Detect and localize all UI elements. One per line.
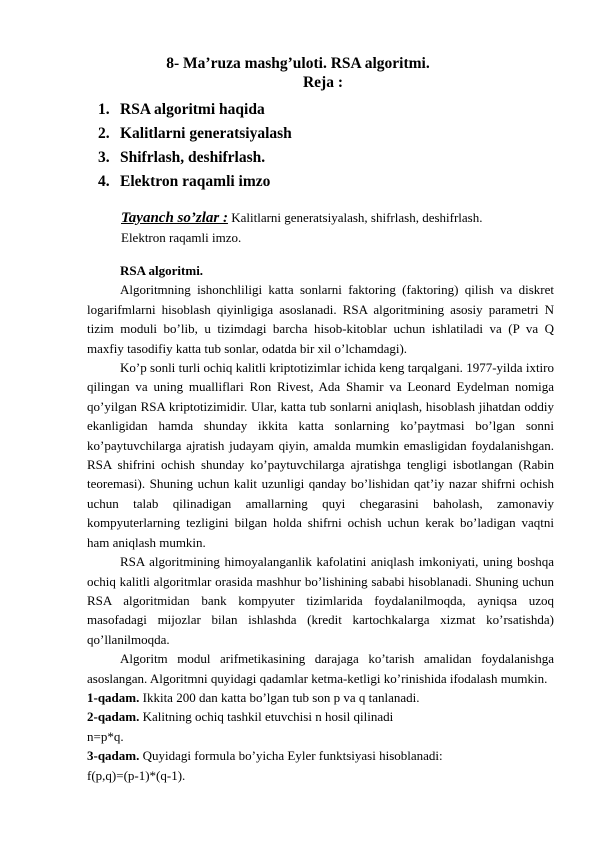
plan-item	[98, 170, 292, 194]
step-text: Ikkita 200 dan katta bo’lgan tub son p va q tanlanadi.	[139, 689, 420, 705]
step-label: 2-qadam.	[87, 709, 140, 725]
section-heading: RSA algoritmi.	[120, 263, 204, 278]
plan-item-text: Shifrlash, deshifrlash.	[120, 149, 266, 166]
step-label: 1-qadam.	[87, 689, 140, 705]
formula-text: f(p,q)=(p-1)*(q-1).	[87, 767, 186, 783]
keywords-text: Kalitlarni generatsiyalash, shifrlash, deshifrlash. Elektron raqamli imzo.	[121, 210, 483, 245]
keywords-block	[121, 208, 521, 247]
step-text: Kalitning ochiq tashkil etuvchisi n hosil qilinadi	[139, 709, 394, 725]
plan-item-text: Kalitlarni generatsiyalash	[120, 125, 292, 142]
step-line	[87, 746, 554, 765]
plan-item-number: 3.	[98, 149, 110, 166]
formula-text: n=p*q.	[87, 728, 124, 744]
paragraph: Ko’p sonli turli ochiq kalitli kriptotizimlar ichida keng tarqalgani. 1977-yilda ixtiro qilingan va uning mualliflari Ron Rivest, Ada Shamir va Leonard Eydelman nomiga qo’yilgan RSA kriptotizimidir. Ular, katta tub sonlarni aniqlash, hisoblash jihatdan oddiy ekanligidan hamda shunday ikkita katta sonlarning ko’paytmasi bo’lgan sonni ko’paytuvchilarga ajratish judayam qiyin, amalda mumkin emasligidan foydalanishgan. RSA shifrini ochish shunday ko’paytuvchilarga ajratishga tengligi isbotlangan (Rabin teoremasi). Shuning uchun kalit uzunligi qanday bo’lishidan qat’iy nazar shifrni ochish uchun talab qilinadigan amallarning quyi chegarasini baholash, zamonaviy kompyuterlarning tezligini bilgan holda shifrni ochish uchun kerak bo’ladigan vaqtni ham aniqlash mumkin.	[87, 360, 554, 550]
plan-heading: Reja :	[302, 74, 344, 91]
step-label: 3-qadam.	[87, 748, 140, 764]
plan-list	[98, 98, 292, 194]
formula-line	[87, 727, 554, 746]
step-line	[87, 688, 554, 707]
lecture-body	[87, 261, 554, 785]
step-text: Quyidagi formula bo’yicha Eyler funktsiyasi hisoblanadi:	[139, 748, 443, 764]
plan-item-number: 2.	[98, 125, 110, 142]
lecture-title: 8- Ma’ruza mashg’uloti. RSA algoritmi.	[166, 55, 430, 72]
plan-item-number: 1.	[98, 101, 110, 118]
plan-item-text: RSA algoritmi haqida	[120, 101, 265, 118]
plan-item-text: Elektron raqamli imzo	[120, 173, 271, 190]
paragraph: Algoritmning ishonchliligi katta sonlarni faktoring (faktoring) qilish va diskret logarifmlarni hisoblash qiyinligiga asoslanadi. RSA algoritmining asosiy parametri N tizim moduli bo’lib, u tizimdagi barcha hisob-kitoblar uchun ishlatiladi va (P va Q maxfiy tasodifiy katta tub sonlar, odatda bir xil o’lchamdagi).	[87, 282, 554, 356]
plan-item-number: 4.	[98, 173, 110, 190]
keywords-label: Tayanch so’zlar :	[121, 210, 228, 226]
step-line	[87, 707, 554, 726]
paragraph: Algoritm modul arifmetikasining darajaga ko’tarish amalidan foydalanishga asoslangan. Algoritmni quyidagi qadamlar ketma-ketligi ko’rinishida ifodalash mumkin.	[87, 651, 554, 686]
plan-item	[98, 146, 292, 170]
formula-line	[87, 766, 554, 785]
plan-item	[98, 98, 292, 122]
paragraph: RSA algoritmining himoyalanganlik kafolatini aniqlash imkoniyati, uning boshqa ochiq kalitli algoritmlar orasida mashhur bo’lishining sababi hisoblanadi. Shuning uchun RSA algoritmidan bank kompyuter tizimlarida foydalanilmoqda, ayniqsa uzoq masofadagi mijozlar bilan ishlashda (kredit kartochkalarga xizmat ko’rsatishda) qo’llanilmoqda.	[87, 554, 554, 647]
plan-item	[98, 122, 292, 146]
